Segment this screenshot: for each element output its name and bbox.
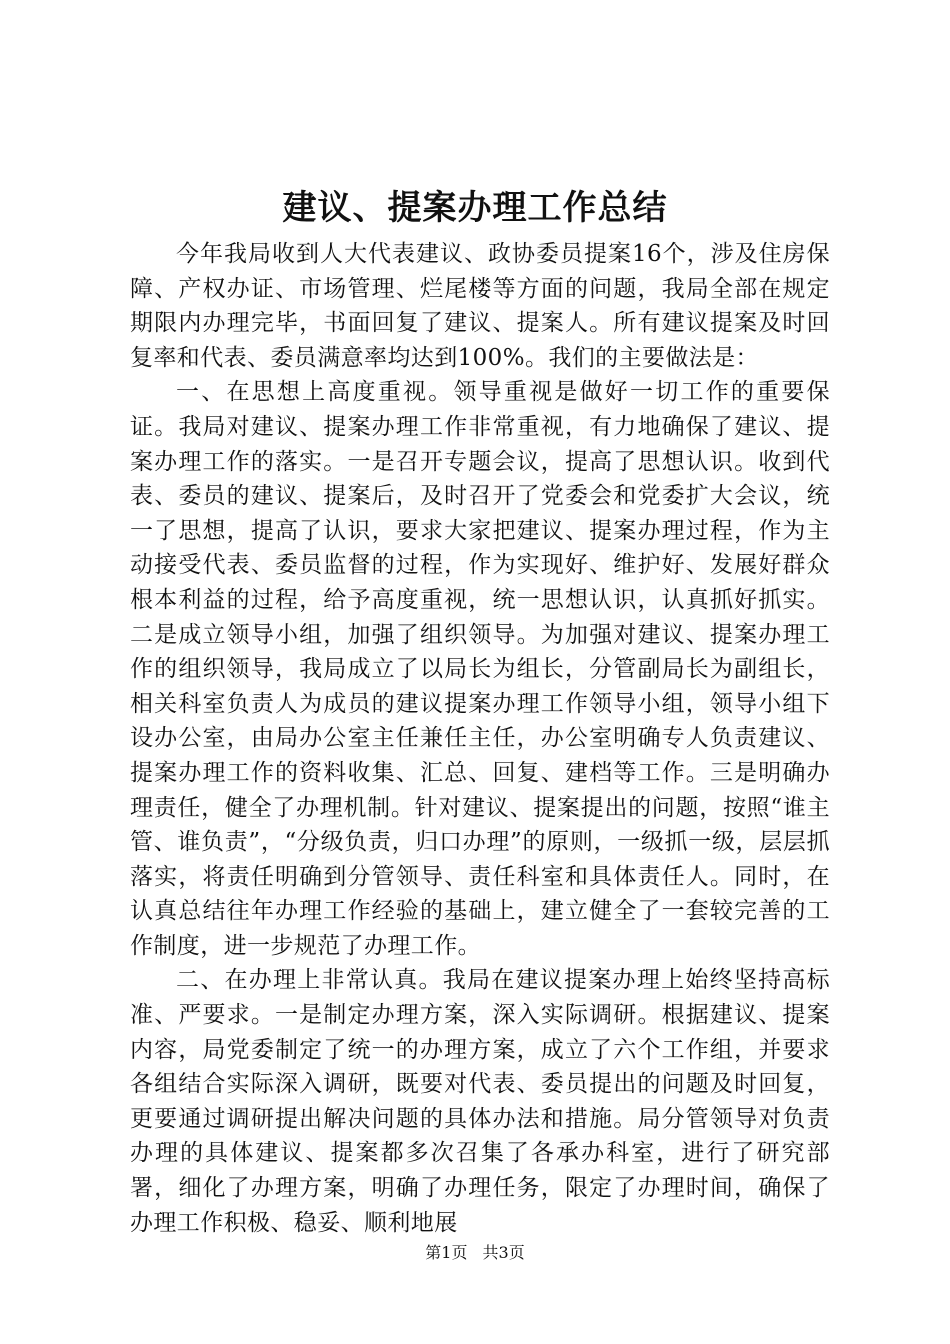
document-title: 建议、提案办理工作总结 [282,188,668,228]
page-footer [0,1242,950,1264]
paragraph-section-one: 一、在思想上高度重视。领导重视是做好一切工作的重要保证。我局对建议、提案办理工作非常重视，有力地确保了建议、提案办理工作的落实。一是召开专题会议，提高了思想认识。收到代表、委员的建议、提案后，及时召开了党委会和党委扩大会议，统一了思想，提高了认识，要求大家把建议、提案办理过程，作为主动接受代表、委员监督的过程，作为实现好、维护好、发展好群众根本利益的过程，给予高度重视，统一思想认识，认真抓好抓实。二是成立领导小组，加强了组织领导。为加强对建议、提案办理工作的组织领导，我局成立了以局长为组长，分管副局长为副组长，相关科室负责人为成员的建议提案办理工作领导小组，领导小组下设办公室，由局办公室主任兼任主任，办公室明确专人负责建议、提案办理工作的资料收集、汇总、回复、建档等工作。三是明确办理责任，健全了办理机制。针对建议、提案提出的问题，按照“谁主管、谁负责”，“分级负责，归口办理”的原则，一级抓一级，层层抓落实，将责任明确到分管领导、责任科室和具体责任人。同时，在认真总结往年办理工作经验的基础上，建立健全了一套较完善的工作制度，进一步规范了办理工作。 [130,379,830,959]
paragraph-intro: 今年我局收到人大代表建议、政协委员提案16个，涉及住房保障、产权办证、市场管理、烂尾楼等方面的问题，我局全部在规定期限内办理完毕，书面回复了建议、提案人。所有建议提案及时回复率和代表、委员满意率均达到100%。我们的主要做法是： [130,241,830,371]
page-total: 共3页 [482,1243,525,1262]
paragraph-section-two: 二、在办理上非常认真。我局在建议提案办理上始终坚持高标准、严要求。一是制定办理方案，深入实际调研。根据建议、提案内容，局党委制定了统一的办理方案，成立了六个工作组，并要求各组结合实际深入调研，既要对代表、委员提出的问题及时回复，更要通过调研提出解决问题的具体办法和措施。局分管领导对负责办理的具体建议、提案都多次召集了各承办科室，进行了研究部署，细化了办理方案，明确了办理任务，限定了办理时间，确保了办理工作积极、稳妥、顺利地展 [130,967,830,1236]
document-body [130,237,830,1240]
page-number: 第1页 [425,1243,468,1262]
